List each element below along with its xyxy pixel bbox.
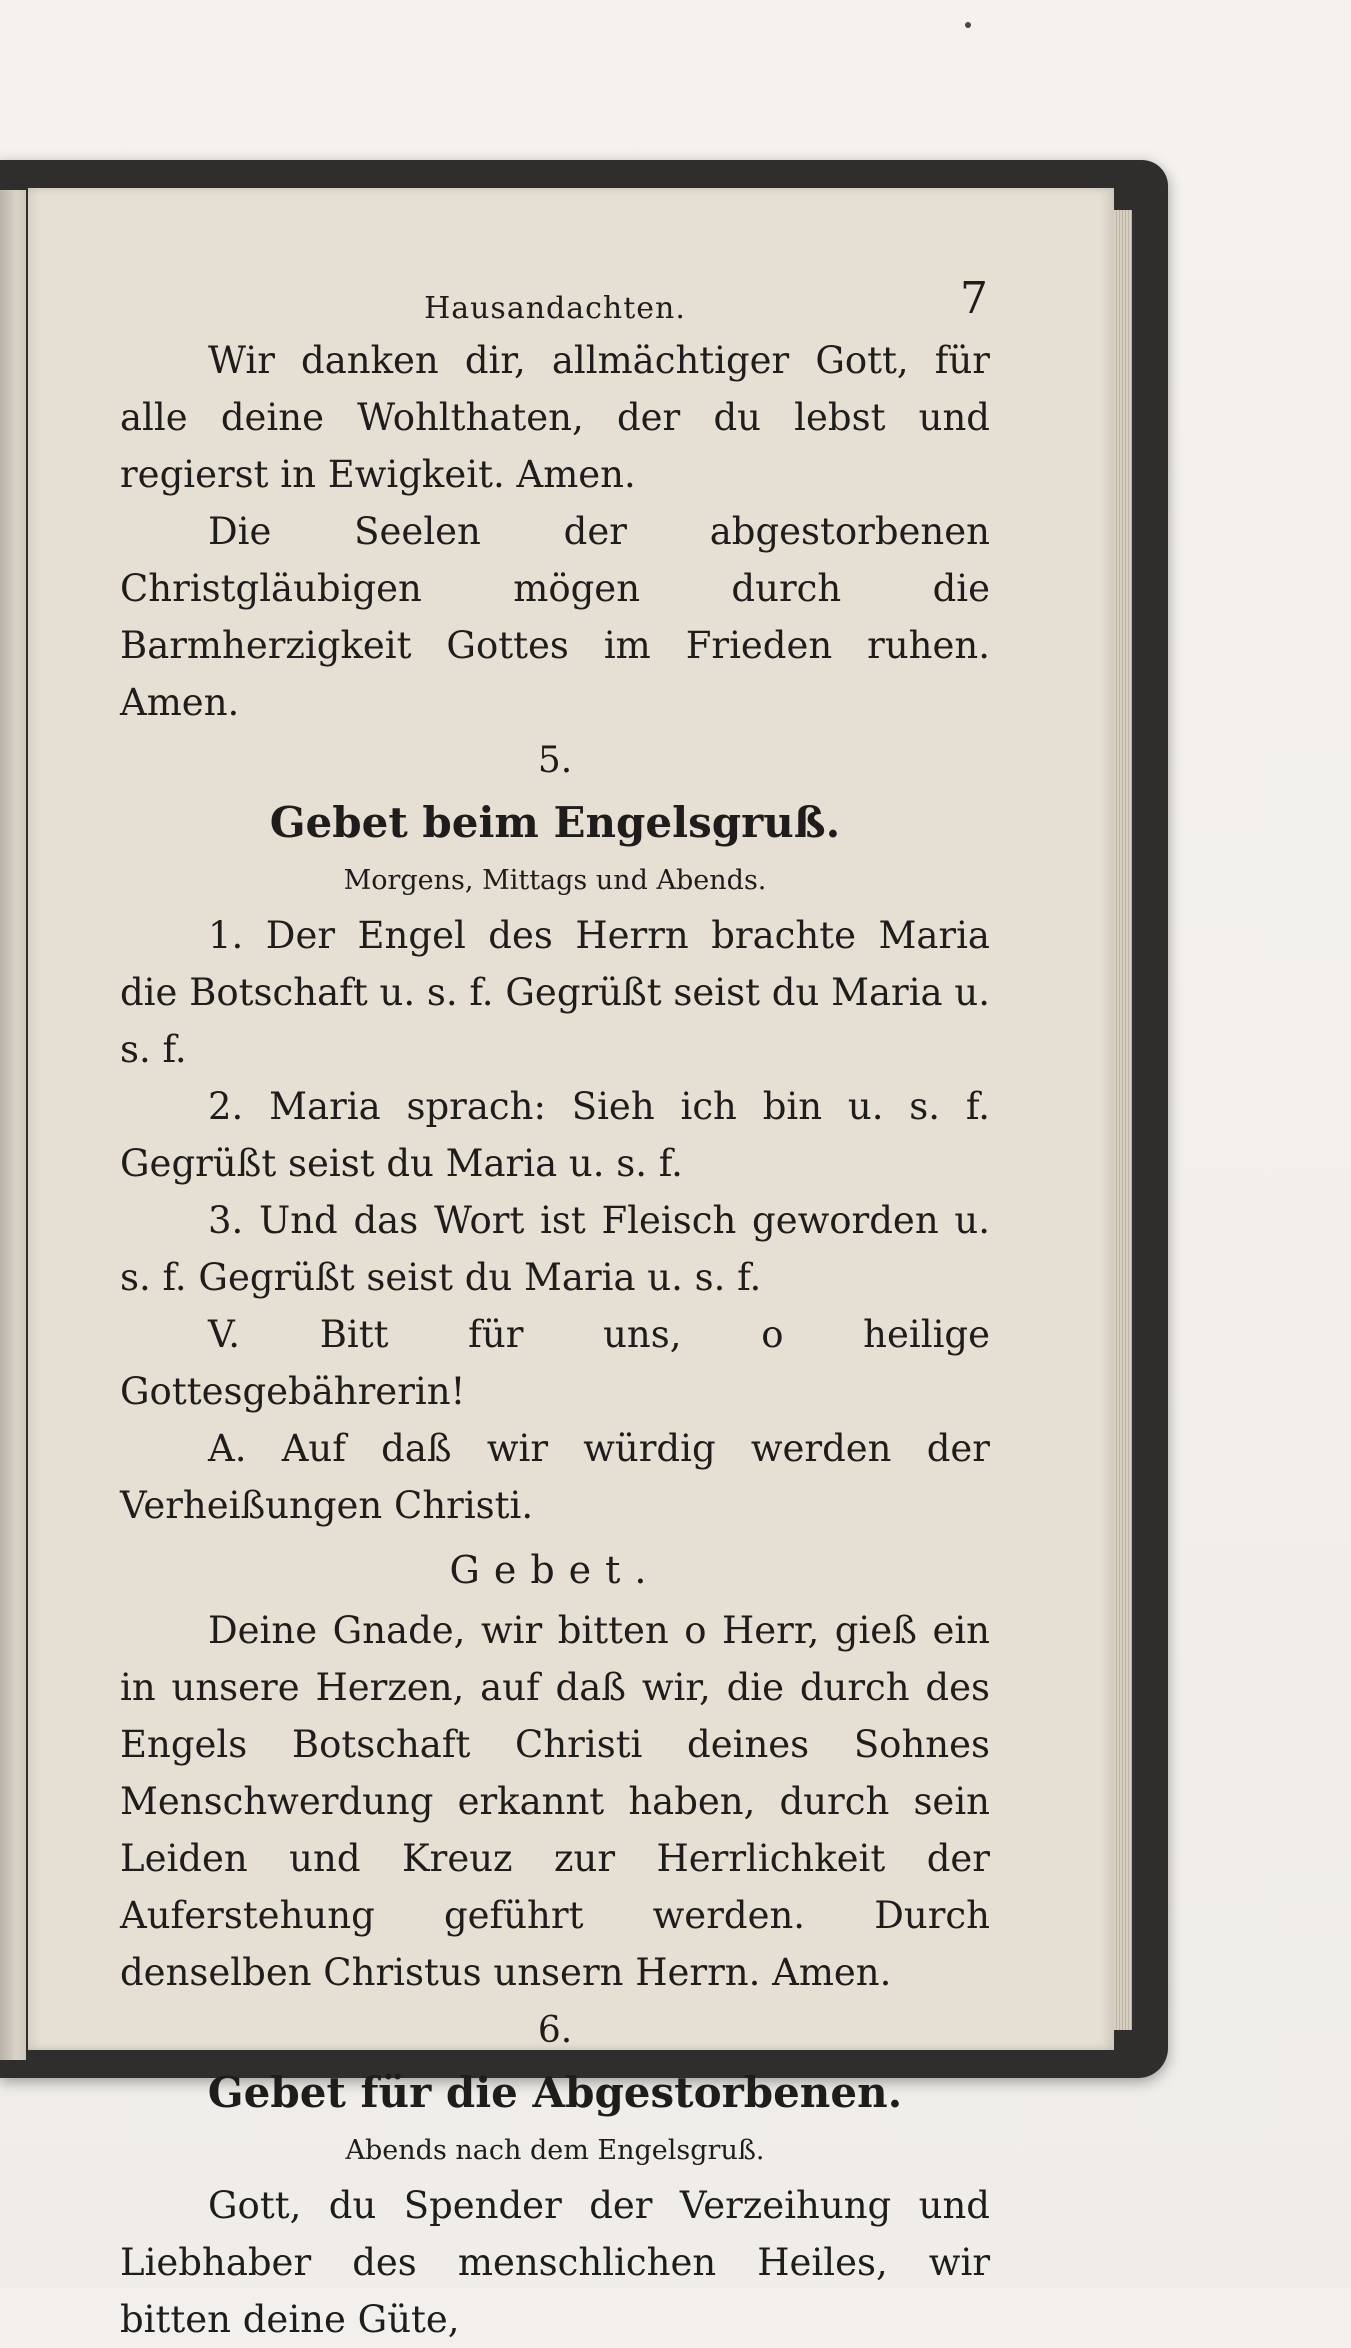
section-subtitle: Morgens, Mittags und Abends. — [343, 865, 767, 896]
section-title: Gebet beim Engelsgruß. — [269, 798, 841, 847]
section-number: 6. — [537, 2010, 573, 2051]
prayer-heading: Gebet. — [449, 1548, 661, 1592]
left-page-edge — [0, 190, 26, 2060]
paragraph: Gott, du Spender der Verzeihung und Liebhaber des menschlichen Heiles, wir bitten deine Güte, — [120, 2184, 990, 2341]
paragraph: V. Bitt für uns, o heilige Gottesgebährerin! — [120, 1313, 990, 1413]
paragraph: Wir danken dir, allmächtiger Gott, für alle deine Wohlthaten, der du lebst und regierst in Ewigkeit. Amen. — [120, 339, 990, 496]
paragraph: Deine Gnade, wir bitten o Herr, gieß ein in unsere Herzen, auf daß wir, die durch des Engels Botschaft Christi deines Sohnes Menschwerdung erkannt haben, durch sein Leiden und Kreuz zur Herrlichkeit der Auferstehung geführt werden. Durch denselben Christus unsern Herrn. Amen. — [120, 1609, 990, 1994]
page-header — [120, 270, 990, 330]
page-fore-edge — [1114, 210, 1132, 2030]
dust-spot — [965, 22, 971, 28]
section-number: 5. — [537, 740, 573, 781]
section-title: Gebet für die Abgestorbenen. — [207, 2068, 903, 2117]
running-head: Hausandachten. — [424, 291, 686, 326]
paragraph: Die Seelen der abgestorbenen Christgläubigen mögen durch die Barmherzigkeit Gottes im Frieden ruhen. Amen. — [120, 510, 990, 724]
paragraph: 2. Maria sprach: Sieh ich bin u. s. f. Gegrüßt seist du Maria u. s. f. — [120, 1085, 990, 1185]
section-subtitle: Abends nach dem Engelsgruß. — [345, 2135, 765, 2166]
page-number: 7 — [960, 273, 988, 324]
page-text — [120, 270, 990, 2348]
paragraph: A. Auf daß wir würdig werden der Verheißungen Christi. — [120, 1427, 990, 1527]
paragraph: 3. Und das Wort ist Fleisch geworden u. s. f. Gegrüßt seist du Maria u. s. f. — [120, 1199, 990, 1299]
paragraph: 1. Der Engel des Herrn brachte Maria die Botschaft u. s. f. Gegrüßt seist du Maria u. s. f. — [120, 914, 990, 1071]
